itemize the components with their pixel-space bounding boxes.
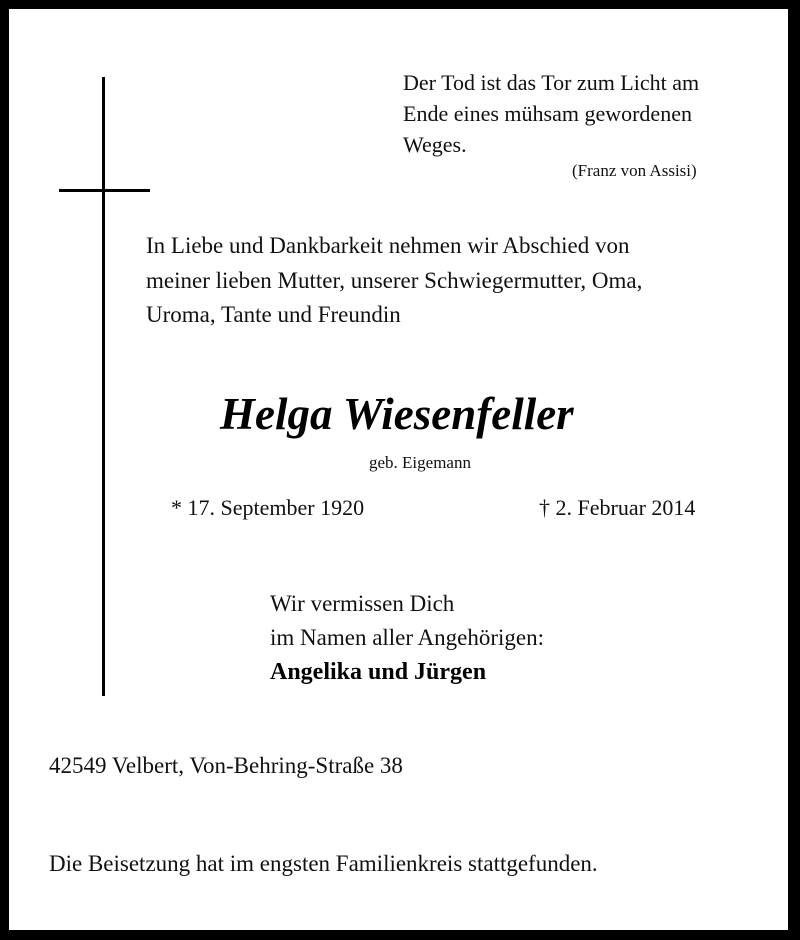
burial-notice: Die Beisetzung hat im engsten Familienkreis stattgefunden. bbox=[49, 851, 598, 876]
intro-line-1: In Liebe und Dankbarkeit nehmen wir Abschied von bbox=[146, 233, 630, 258]
intro-line-2: meiner lieben Mutter, unserer Schwiegermutter, Oma, bbox=[146, 268, 643, 293]
quote-author: (Franz von Assisi) bbox=[572, 161, 697, 180]
quote-line-2: Ende eines mühsam gewordenen bbox=[403, 101, 692, 126]
cross-icon-horizontal bbox=[59, 189, 150, 192]
closing-line-1: Wir vermissen Dich bbox=[270, 591, 455, 616]
address: 42549 Velbert, Von-Behring-Straße 38 bbox=[49, 753, 403, 778]
intro-line-3: Uroma, Tante und Freundin bbox=[146, 302, 401, 327]
deceased-name: Helga Wiesenfeller bbox=[220, 389, 574, 439]
death-date: † 2. Februar 2014 bbox=[539, 495, 696, 520]
quote-line-1: Der Tod ist das Tor zum Licht am bbox=[403, 70, 700, 95]
closing-line-2: im Namen aller Angehörigen: bbox=[270, 625, 545, 650]
cross-icon-vertical bbox=[102, 77, 105, 696]
signatories: Angelika und Jürgen bbox=[270, 659, 487, 685]
quote-line-3: Weges. bbox=[403, 132, 467, 157]
obituary-notice bbox=[9, 9, 788, 930]
birth-date: * 17. September 1920 bbox=[171, 495, 365, 520]
maiden-name: geb. Eigemann bbox=[369, 453, 471, 472]
